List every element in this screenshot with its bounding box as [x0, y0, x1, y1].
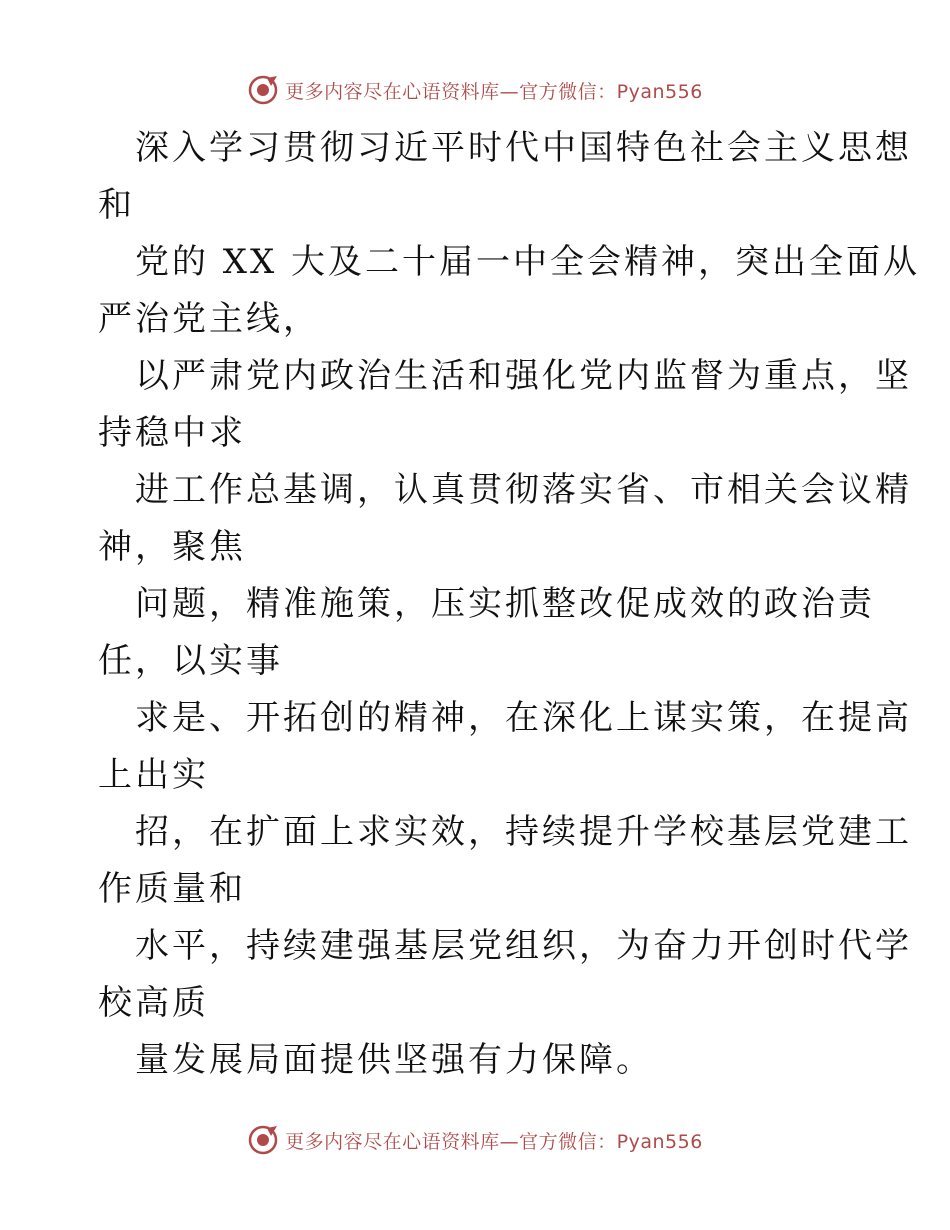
- line-text: 校高质: [98, 983, 209, 1023]
- quill-logo-icon: [247, 74, 279, 106]
- quill-logo-icon: [247, 1124, 279, 1156]
- line-text: 问题，精准施策，压实抓整改促成效的政治责: [135, 584, 875, 624]
- line-text: 作质量和: [98, 869, 246, 909]
- paragraph-line: [98, 804, 912, 918]
- paragraph-line: [98, 576, 875, 690]
- paragraph-line: [98, 462, 912, 576]
- paragraph-line: [98, 234, 921, 348]
- line-text: 量发展局面提供坚强有力保障。: [135, 1040, 653, 1080]
- document-body: [98, 120, 921, 1089]
- line-text: 深入学习贯彻习近平时代中国特色社会主义思想: [135, 128, 912, 168]
- line-text: 进工作总基调，认真贯彻落实省、市相关会议精: [135, 470, 912, 510]
- line-text: 和: [98, 185, 135, 225]
- footer-watermark: [0, 1120, 950, 1160]
- paragraph-line: [98, 120, 912, 234]
- header-watermark: [0, 70, 950, 110]
- line-text: 水平，持续建强基层党组织，为奋力开创时代学: [135, 926, 912, 966]
- line-text: 招，在扩面上求实效，持续提升学校基层党建工: [135, 812, 912, 852]
- line-text: 党的 XX 大及二十届一中全会精神，突出全面从: [135, 242, 921, 282]
- line-text: 任，以实事: [98, 641, 283, 681]
- line-text: 求是、开拓创的精神，在深化上谋实策，在提高: [135, 698, 912, 738]
- line-text: 持稳中求: [98, 413, 246, 453]
- line-text: 上出实: [98, 755, 209, 795]
- paragraph-line: [98, 348, 912, 462]
- line-text: 以严肃党内政治生活和强化党内监督为重点，坚: [135, 356, 912, 396]
- paragraph-line: [98, 918, 912, 1032]
- footer-watermark-text: 更多内容尽在心语资料库—官方微信：Pyan556: [285, 1130, 703, 1153]
- paragraph-line: [98, 690, 912, 804]
- line-text: 严治党主线，: [98, 299, 320, 339]
- line-text: 神，聚焦: [98, 527, 246, 567]
- header-watermark-text: 更多内容尽在心语资料库—官方微信：Pyan556: [285, 80, 703, 103]
- paragraph-line: [98, 1032, 858, 1089]
